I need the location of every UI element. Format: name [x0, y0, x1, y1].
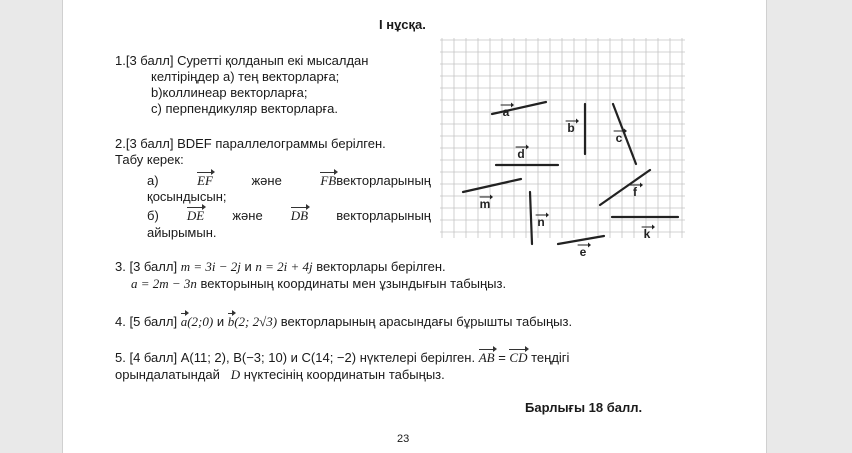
vector-a-arrow-tip [511, 103, 514, 108]
q1-line-4: c) перпендикуляр векторларға. [151, 101, 339, 116]
q2-a-vector-2: FB [320, 173, 337, 188]
q3-a-expression: a = 2m − 3n [131, 276, 197, 291]
document-page [62, 0, 767, 453]
vector-k-label: k [643, 227, 651, 241]
vector-m-arrow-tip [490, 195, 493, 200]
q5-points: A(11; 2), B(−3; 10) и C(14; −2) нүктелері берілген. [180, 350, 476, 365]
q1-line-3: b)коллинеар векторларға; [151, 85, 308, 100]
q3-m-expression: m = 3i − 2j [180, 259, 241, 274]
variant-title: І нұсқа. [379, 17, 426, 32]
q5-line-2-start: орындалатындай [115, 367, 220, 382]
q5-line-1 [115, 350, 569, 366]
q5-line-2 [115, 367, 445, 383]
page-number: 23 [397, 433, 410, 445]
q4-suffix: векторларының арасындағы бұрышты табыңыз. [277, 314, 573, 329]
q2-item-a [147, 173, 431, 189]
q4-a-vector: a [180, 314, 188, 329]
q3-and: и [240, 259, 256, 274]
q4-prefix: 4. [5 балл] [115, 314, 178, 329]
q5-line-2-end: нүктесінің координатын табыңыз. [240, 367, 445, 382]
q2-line-1: 2.[3 балл] BDEF параллелограммы берілген. [115, 136, 386, 151]
q5-prefix: 5. [4 балл] [115, 350, 178, 365]
total-score: Барлығы 18 балл. [525, 400, 643, 415]
q4-b-vector: b [227, 314, 235, 329]
q3-line-2 [131, 276, 506, 292]
q2-b-label: б) [147, 208, 159, 223]
vector-m-segment [463, 179, 521, 192]
vector-a-label: a [502, 105, 510, 119]
q2-b-tail: векторларының [336, 208, 431, 223]
vector-b-arrow-tip [576, 119, 579, 124]
q3-prefix: 3. [3 балл] [115, 259, 178, 274]
q5-equals: = [494, 350, 510, 365]
q2-b-vector-2: DB [290, 208, 309, 223]
q2-b-vector-1: DE [186, 208, 205, 223]
vector-k-arrow-tip [652, 225, 655, 230]
q3-line-1 [115, 259, 446, 275]
vector-f-segment [600, 170, 650, 205]
vector-e-label: e [579, 245, 587, 259]
q4-and: и [216, 314, 225, 329]
vector-c-label: c [615, 131, 623, 145]
q1-line-2: келтіріңдер а) тең векторларға; [151, 69, 340, 84]
q2-a-label: а) [147, 173, 159, 188]
vector-n-label: n [537, 215, 545, 229]
q4-b-coords: (2; 2√3) [234, 314, 278, 329]
vector-e-arrow-tip [588, 243, 591, 248]
grid-lines [440, 38, 685, 238]
q2-line-2: Табу керек: [115, 152, 184, 167]
vector-c-arrow-tip [624, 129, 627, 134]
vector-m-label: m [479, 197, 491, 211]
vector-b-label: b [567, 121, 575, 135]
q5-tail: теңдігі [527, 350, 570, 365]
vector-e-segment [558, 236, 604, 244]
vector-f-arrow-tip [640, 183, 643, 188]
q4-a-coords: (2;0) [187, 314, 214, 329]
vector-n-segment [530, 192, 532, 244]
q2-a-and: және [251, 173, 282, 188]
vector-d-label: d [517, 147, 525, 161]
q1-line-1: 1.[3 балл] Суретті қолданып екі мысалдан [115, 53, 369, 68]
q3-line-2-tail: векторының координаты мен ұзындығын табыңыз. [196, 276, 507, 291]
vector-grid-figure [440, 38, 685, 259]
q3-n-expression: n = 2i + 4j [255, 259, 313, 274]
q2-a-tail: векторларының [336, 173, 431, 188]
q2-b-line-2: айырымын. [147, 225, 217, 240]
q4-line [115, 314, 572, 330]
vector-d-arrow-tip [526, 145, 529, 150]
q5-vector-cd: CD [509, 350, 528, 365]
q5-vector-ab: AB [478, 350, 495, 365]
q2-a-line-2: қосындысын; [147, 189, 227, 204]
q2-item-b [147, 208, 431, 224]
q2-a-vector-1: EF [197, 173, 213, 188]
vector-f-label: f [633, 185, 637, 199]
q3-suffix: векторлары берілген. [312, 259, 446, 274]
q5-point-d: D [230, 367, 241, 382]
q2-b-and: және [232, 208, 263, 223]
vector-n-arrow-tip [546, 213, 549, 218]
